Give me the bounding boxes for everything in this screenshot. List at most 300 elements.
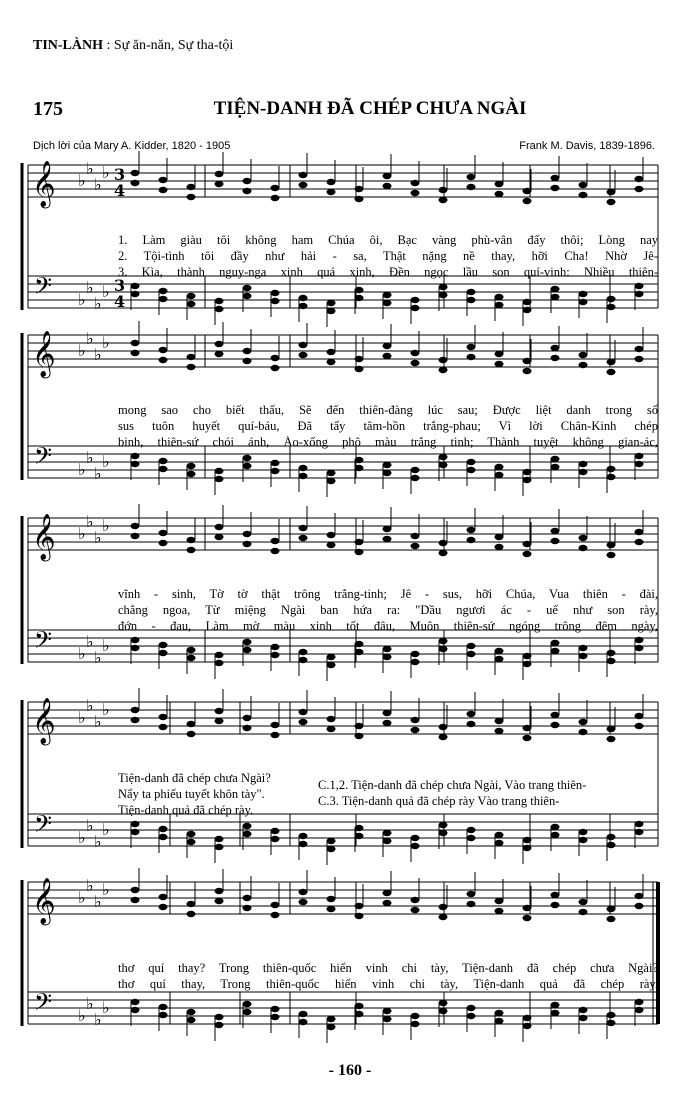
flat-sign: ♭: [78, 828, 86, 847]
flat-sign: ♭: [78, 524, 86, 543]
lyricist-credit: Dịch lời của Mary A. Kidder, 1820 - 1905: [33, 140, 231, 152]
note-head: [523, 299, 532, 305]
note-head: [439, 292, 448, 298]
note-head: [243, 639, 252, 645]
note-head: [635, 539, 644, 545]
note-head: [635, 291, 644, 297]
note-head: [439, 284, 448, 290]
note-head: [215, 306, 224, 312]
lyric-s1-verse3: 3. Kìa, thành nguy-nga xinh quá xinh, Đền ngọc lầu son quí-vinh: Nhiều thiên-: [118, 266, 658, 279]
composer-credit: Frank M. Davis, 1839-1896.: [519, 140, 655, 152]
note-head: [159, 642, 168, 648]
note-head: [215, 1014, 224, 1020]
note-head: [243, 905, 252, 911]
note-head: [159, 894, 168, 900]
time-signature-top: 3: [114, 276, 126, 295]
note-head: [327, 1024, 336, 1030]
note-head: [523, 845, 532, 851]
note-head: [243, 531, 252, 537]
note-head: [215, 181, 224, 187]
note-head: [271, 732, 280, 738]
note-head: [607, 726, 616, 732]
note-head: [299, 172, 308, 178]
note-head: [271, 1014, 280, 1020]
note-head: [411, 360, 420, 366]
flat-sign: ♭: [102, 333, 110, 352]
note-head: [551, 640, 560, 646]
note-head: [523, 725, 532, 731]
note-head: [467, 827, 476, 833]
treble-clef: 𝄞: [32, 331, 56, 377]
note-head: [187, 463, 196, 469]
note-head: [215, 341, 224, 347]
note-head: [355, 549, 364, 555]
note-head: [271, 195, 280, 201]
note-head: [635, 461, 644, 467]
lyric-s4-chorus-1-2: C.1,2. Tiện-danh đã chép chưa Ngài, Vào trang thiên-: [318, 778, 587, 792]
note-head: [551, 722, 560, 728]
note-head: [523, 358, 532, 364]
flat-sign: ♭: [78, 171, 86, 190]
hymn-number: 175: [33, 98, 63, 120]
note-head: [355, 539, 364, 545]
note-head: [495, 1018, 504, 1024]
note-head: [439, 357, 448, 363]
note-head: [635, 713, 644, 719]
note-head: [159, 904, 168, 910]
note-head: [551, 832, 560, 838]
note-head: [523, 469, 532, 475]
flat-sign: ♭: [78, 888, 86, 907]
note-head: [131, 523, 140, 529]
flat-sign: ♭: [78, 1006, 86, 1025]
note-head: [159, 288, 168, 294]
note-head: [271, 460, 280, 466]
note-head: [243, 348, 252, 354]
lyric-s4-verse2: Nẩy ta phiếu tuyết khôn tày".: [118, 787, 265, 801]
flat-sign: ♭: [78, 341, 86, 360]
note-head: [383, 646, 392, 652]
note-head: [383, 353, 392, 359]
note-head: [411, 350, 420, 356]
note-head: [271, 538, 280, 544]
note-head: [411, 897, 420, 903]
flat-sign: ♭: [86, 448, 94, 467]
note-head: [355, 913, 364, 919]
note-head: [271, 902, 280, 908]
flat-sign: ♭: [94, 464, 102, 483]
note-head: [607, 834, 616, 840]
note-head: [131, 829, 140, 835]
hymn-title: TIỆN-DANH ĐÃ CHÉP CHƯA NGÀI: [213, 98, 527, 119]
note-head: [523, 905, 532, 911]
note-head: [439, 830, 448, 836]
note-head: [579, 829, 588, 835]
flat-sign: ♭: [86, 512, 94, 531]
treble-clef: 𝄞: [32, 878, 56, 924]
note-head: [243, 285, 252, 291]
note-head: [579, 645, 588, 651]
bass-clef: 𝄢: [34, 272, 53, 305]
note-head: [299, 525, 308, 531]
note-head: [467, 354, 476, 360]
note-head: [551, 294, 560, 300]
note-head: [327, 359, 336, 365]
flat-sign: ♭: [94, 175, 102, 194]
note-head: [579, 729, 588, 735]
note-head: [467, 459, 476, 465]
note-head: [159, 466, 168, 472]
note-head: [383, 300, 392, 306]
note-head: [243, 358, 252, 364]
note-head: [131, 180, 140, 186]
lyric-s1-verse2: 2. Tội-tình tôi đầy như hải - sa, Thật nặng nề thay, hỡi Cha! Nhờ Jê-: [118, 250, 658, 263]
note-head: [271, 298, 280, 304]
note-head: [271, 836, 280, 842]
note-head: [215, 652, 224, 658]
note-head: [579, 837, 588, 843]
note-head: [495, 648, 504, 654]
note-head: [327, 838, 336, 844]
note-head: [439, 646, 448, 652]
note-head: [467, 184, 476, 190]
note-head: [495, 898, 504, 904]
note-head: [523, 198, 532, 204]
lyric-s5-line1: thơ quí thay? Trong thiên-quốc hiển vinh chi tày, Tiện-danh đã chép chưa Ngài?: [118, 962, 658, 975]
note-head: [271, 290, 280, 296]
note-head: [215, 660, 224, 666]
note-head: [383, 343, 392, 349]
note-head: [243, 715, 252, 721]
note-head: [635, 821, 644, 827]
note-head: [271, 722, 280, 728]
note-head: [131, 887, 140, 893]
note-head: [439, 462, 448, 468]
note-head: [495, 472, 504, 478]
note-head: [635, 723, 644, 729]
note-head: [355, 196, 364, 202]
note-head: [131, 999, 140, 1005]
flat-sign: ♭: [78, 290, 86, 309]
flat-sign: ♭: [102, 282, 110, 301]
note-head: [411, 543, 420, 549]
note-head: [243, 1009, 252, 1015]
flat-sign: ♭: [94, 892, 102, 911]
note-head: [383, 292, 392, 298]
note-head: [215, 468, 224, 474]
note-head: [215, 476, 224, 482]
flat-sign: ♭: [102, 820, 110, 839]
note-head: [383, 890, 392, 896]
flat-sign: ♭: [102, 998, 110, 1017]
note-head: [187, 194, 196, 200]
note-head: [635, 176, 644, 182]
note-head: [187, 301, 196, 307]
note-head: [607, 189, 616, 195]
note-head: [579, 192, 588, 198]
note-head: [131, 637, 140, 643]
note-head: [271, 912, 280, 918]
note-head: [159, 714, 168, 720]
note-head: [327, 896, 336, 902]
note-head: [607, 199, 616, 205]
flat-sign: ♭: [102, 163, 110, 182]
flat-sign: ♭: [102, 700, 110, 719]
note-head: [131, 707, 140, 713]
flat-sign: ♭: [86, 876, 94, 895]
note-head: [215, 171, 224, 177]
note-head: [495, 361, 504, 367]
note-head: [327, 846, 336, 852]
note-head: [579, 291, 588, 297]
note-head: [551, 1010, 560, 1016]
note-head: [271, 355, 280, 361]
note-head: [327, 532, 336, 538]
note-head: [215, 844, 224, 850]
note-head: [271, 185, 280, 191]
note-head: [495, 351, 504, 357]
note-head: [327, 726, 336, 732]
note-head: [411, 907, 420, 913]
note-head: [131, 821, 140, 827]
note-head: [243, 178, 252, 184]
note-head: [551, 355, 560, 361]
note-head: [131, 461, 140, 467]
note-head: [579, 469, 588, 475]
note-head: [271, 1006, 280, 1012]
note-head: [355, 287, 364, 293]
note-head: [299, 657, 308, 663]
note-head: [187, 184, 196, 190]
note-head: [607, 1012, 616, 1018]
flat-sign: ♭: [102, 636, 110, 655]
note-head: [355, 1003, 364, 1009]
flat-sign: ♭: [94, 294, 102, 313]
note-head: [523, 653, 532, 659]
flat-sign: ♭: [86, 994, 94, 1013]
note-head: [439, 734, 448, 740]
flat-sign: ♭: [94, 712, 102, 731]
note-head: [551, 528, 560, 534]
note-head: [551, 464, 560, 470]
lyric-s2-verse2: sus tuôn huyết quí-báu, Đã tẩy tâm-hồn trắng-phau; Vì lời Chân-Kinh chép: [118, 420, 658, 433]
note-head: [579, 182, 588, 188]
note-head: [243, 823, 252, 829]
note-head: [187, 537, 196, 543]
note-head: [327, 470, 336, 476]
note-head: [355, 1011, 364, 1017]
note-head: [467, 297, 476, 303]
note-head: [495, 191, 504, 197]
note-head: [299, 535, 308, 541]
note-head: [187, 721, 196, 727]
note-head: [411, 835, 420, 841]
note-head: [439, 1008, 448, 1014]
note-head: [159, 296, 168, 302]
note-head: [355, 457, 364, 463]
note-head: [327, 654, 336, 660]
note-head: [215, 534, 224, 540]
note-head: [355, 903, 364, 909]
note-head: [187, 471, 196, 477]
note-head: [271, 652, 280, 658]
note-head: [383, 830, 392, 836]
note-head: [495, 534, 504, 540]
note-head: [523, 1023, 532, 1029]
note-head: [411, 1013, 420, 1019]
note-head: [607, 658, 616, 664]
note-head: [579, 899, 588, 905]
note-head: [607, 1020, 616, 1026]
bass-clef: 𝄢: [34, 810, 53, 843]
lyric-s5-line2: thơ quí thay, Trong thiên-quốc hiển vinh chi tày, Tiện-danh quả đã chép rày.: [118, 978, 658, 991]
note-head: [579, 1007, 588, 1013]
note-head: [383, 462, 392, 468]
note-head: [439, 904, 448, 910]
note-head: [159, 530, 168, 536]
note-head: [551, 712, 560, 718]
note-head: [131, 350, 140, 356]
note-head: [299, 295, 308, 301]
note-head: [607, 359, 616, 365]
note-head: [579, 653, 588, 659]
note-head: [299, 719, 308, 725]
note-head: [271, 548, 280, 554]
note-head: [299, 473, 308, 479]
lyric-s2-verse3: binh, thiên-sứ chói ánh, Áo-xống phô màu trắng tinh; Thành tuyệt không gian-ác,: [118, 436, 658, 449]
note-head: [579, 352, 588, 358]
treble-clef: 𝄞: [32, 161, 56, 207]
note-head: [383, 654, 392, 660]
note-head: [187, 1017, 196, 1023]
time-signature-bottom: 4: [114, 292, 126, 311]
time-signature-bottom: 4: [114, 181, 126, 200]
note-head: [327, 308, 336, 314]
page-number: - 160 -: [328, 1062, 372, 1079]
note-head: [271, 644, 280, 650]
note-head: [467, 174, 476, 180]
note-head: [243, 895, 252, 901]
category-separator: :: [103, 38, 114, 53]
note-head: [495, 544, 504, 550]
note-head: [467, 643, 476, 649]
note-head: [607, 736, 616, 742]
note-head: [495, 840, 504, 846]
note-head: [467, 901, 476, 907]
note-head: [383, 720, 392, 726]
note-head: [523, 915, 532, 921]
flat-sign: ♭: [94, 528, 102, 547]
note-head: [495, 908, 504, 914]
note-head: [187, 354, 196, 360]
note-head: [495, 718, 504, 724]
note-head: [495, 656, 504, 662]
note-head: [411, 843, 420, 849]
note-head: [495, 181, 504, 187]
note-head: [551, 538, 560, 544]
note-head: [159, 1004, 168, 1010]
note-head: [215, 298, 224, 304]
lyric-s4-verse3: Tiện-danh quả đã chép rày.: [118, 803, 254, 817]
note-head: [607, 474, 616, 480]
note-head: [299, 352, 308, 358]
note-head: [299, 889, 308, 895]
note-head: [635, 903, 644, 909]
note-head: [467, 721, 476, 727]
note-head: [355, 295, 364, 301]
note-head: [187, 293, 196, 299]
bass-clef: 𝄢: [34, 626, 53, 659]
note-head: [467, 289, 476, 295]
note-head: [607, 906, 616, 912]
note-head: [131, 717, 140, 723]
flat-sign: ♭: [86, 696, 94, 715]
note-head: [131, 453, 140, 459]
time-signature-top: 3: [114, 165, 126, 184]
note-head: [411, 305, 420, 311]
note-head: [355, 833, 364, 839]
note-head: [355, 733, 364, 739]
note-head: [327, 179, 336, 185]
note-head: [551, 456, 560, 462]
note-head: [523, 477, 532, 483]
note-head: [635, 999, 644, 1005]
note-head: [635, 637, 644, 643]
note-head: [467, 344, 476, 350]
note-head: [243, 1001, 252, 1007]
note-head: [299, 833, 308, 839]
note-head: [551, 345, 560, 351]
note-head: [299, 649, 308, 655]
note-head: [579, 909, 588, 915]
note-head: [131, 897, 140, 903]
note-head: [131, 283, 140, 289]
note-head: [411, 717, 420, 723]
flat-sign: ♭: [78, 460, 86, 479]
note-head: [299, 465, 308, 471]
note-head: [635, 1007, 644, 1013]
flat-sign: ♭: [78, 708, 86, 727]
note-head: [551, 175, 560, 181]
note-head: [551, 892, 560, 898]
note-head: [243, 541, 252, 547]
note-head: [355, 465, 364, 471]
note-head: [579, 535, 588, 541]
note-head: [215, 888, 224, 894]
note-head: [159, 540, 168, 546]
note-head: [383, 183, 392, 189]
note-head: [523, 551, 532, 557]
note-head: [523, 837, 532, 843]
note-head: [439, 638, 448, 644]
note-head: [131, 1007, 140, 1013]
note-head: [187, 655, 196, 661]
note-head: [579, 461, 588, 467]
note-head: [579, 545, 588, 551]
note-head: [355, 723, 364, 729]
note-head: [439, 187, 448, 193]
flat-sign: ♭: [94, 1010, 102, 1029]
note-head: [467, 1013, 476, 1019]
note-head: [355, 641, 364, 647]
note-head: [467, 891, 476, 897]
note-head: [215, 898, 224, 904]
note-head: [523, 541, 532, 547]
note-head: [495, 294, 504, 300]
note-head: [467, 835, 476, 841]
note-head: [187, 1009, 196, 1015]
note-head: [439, 914, 448, 920]
